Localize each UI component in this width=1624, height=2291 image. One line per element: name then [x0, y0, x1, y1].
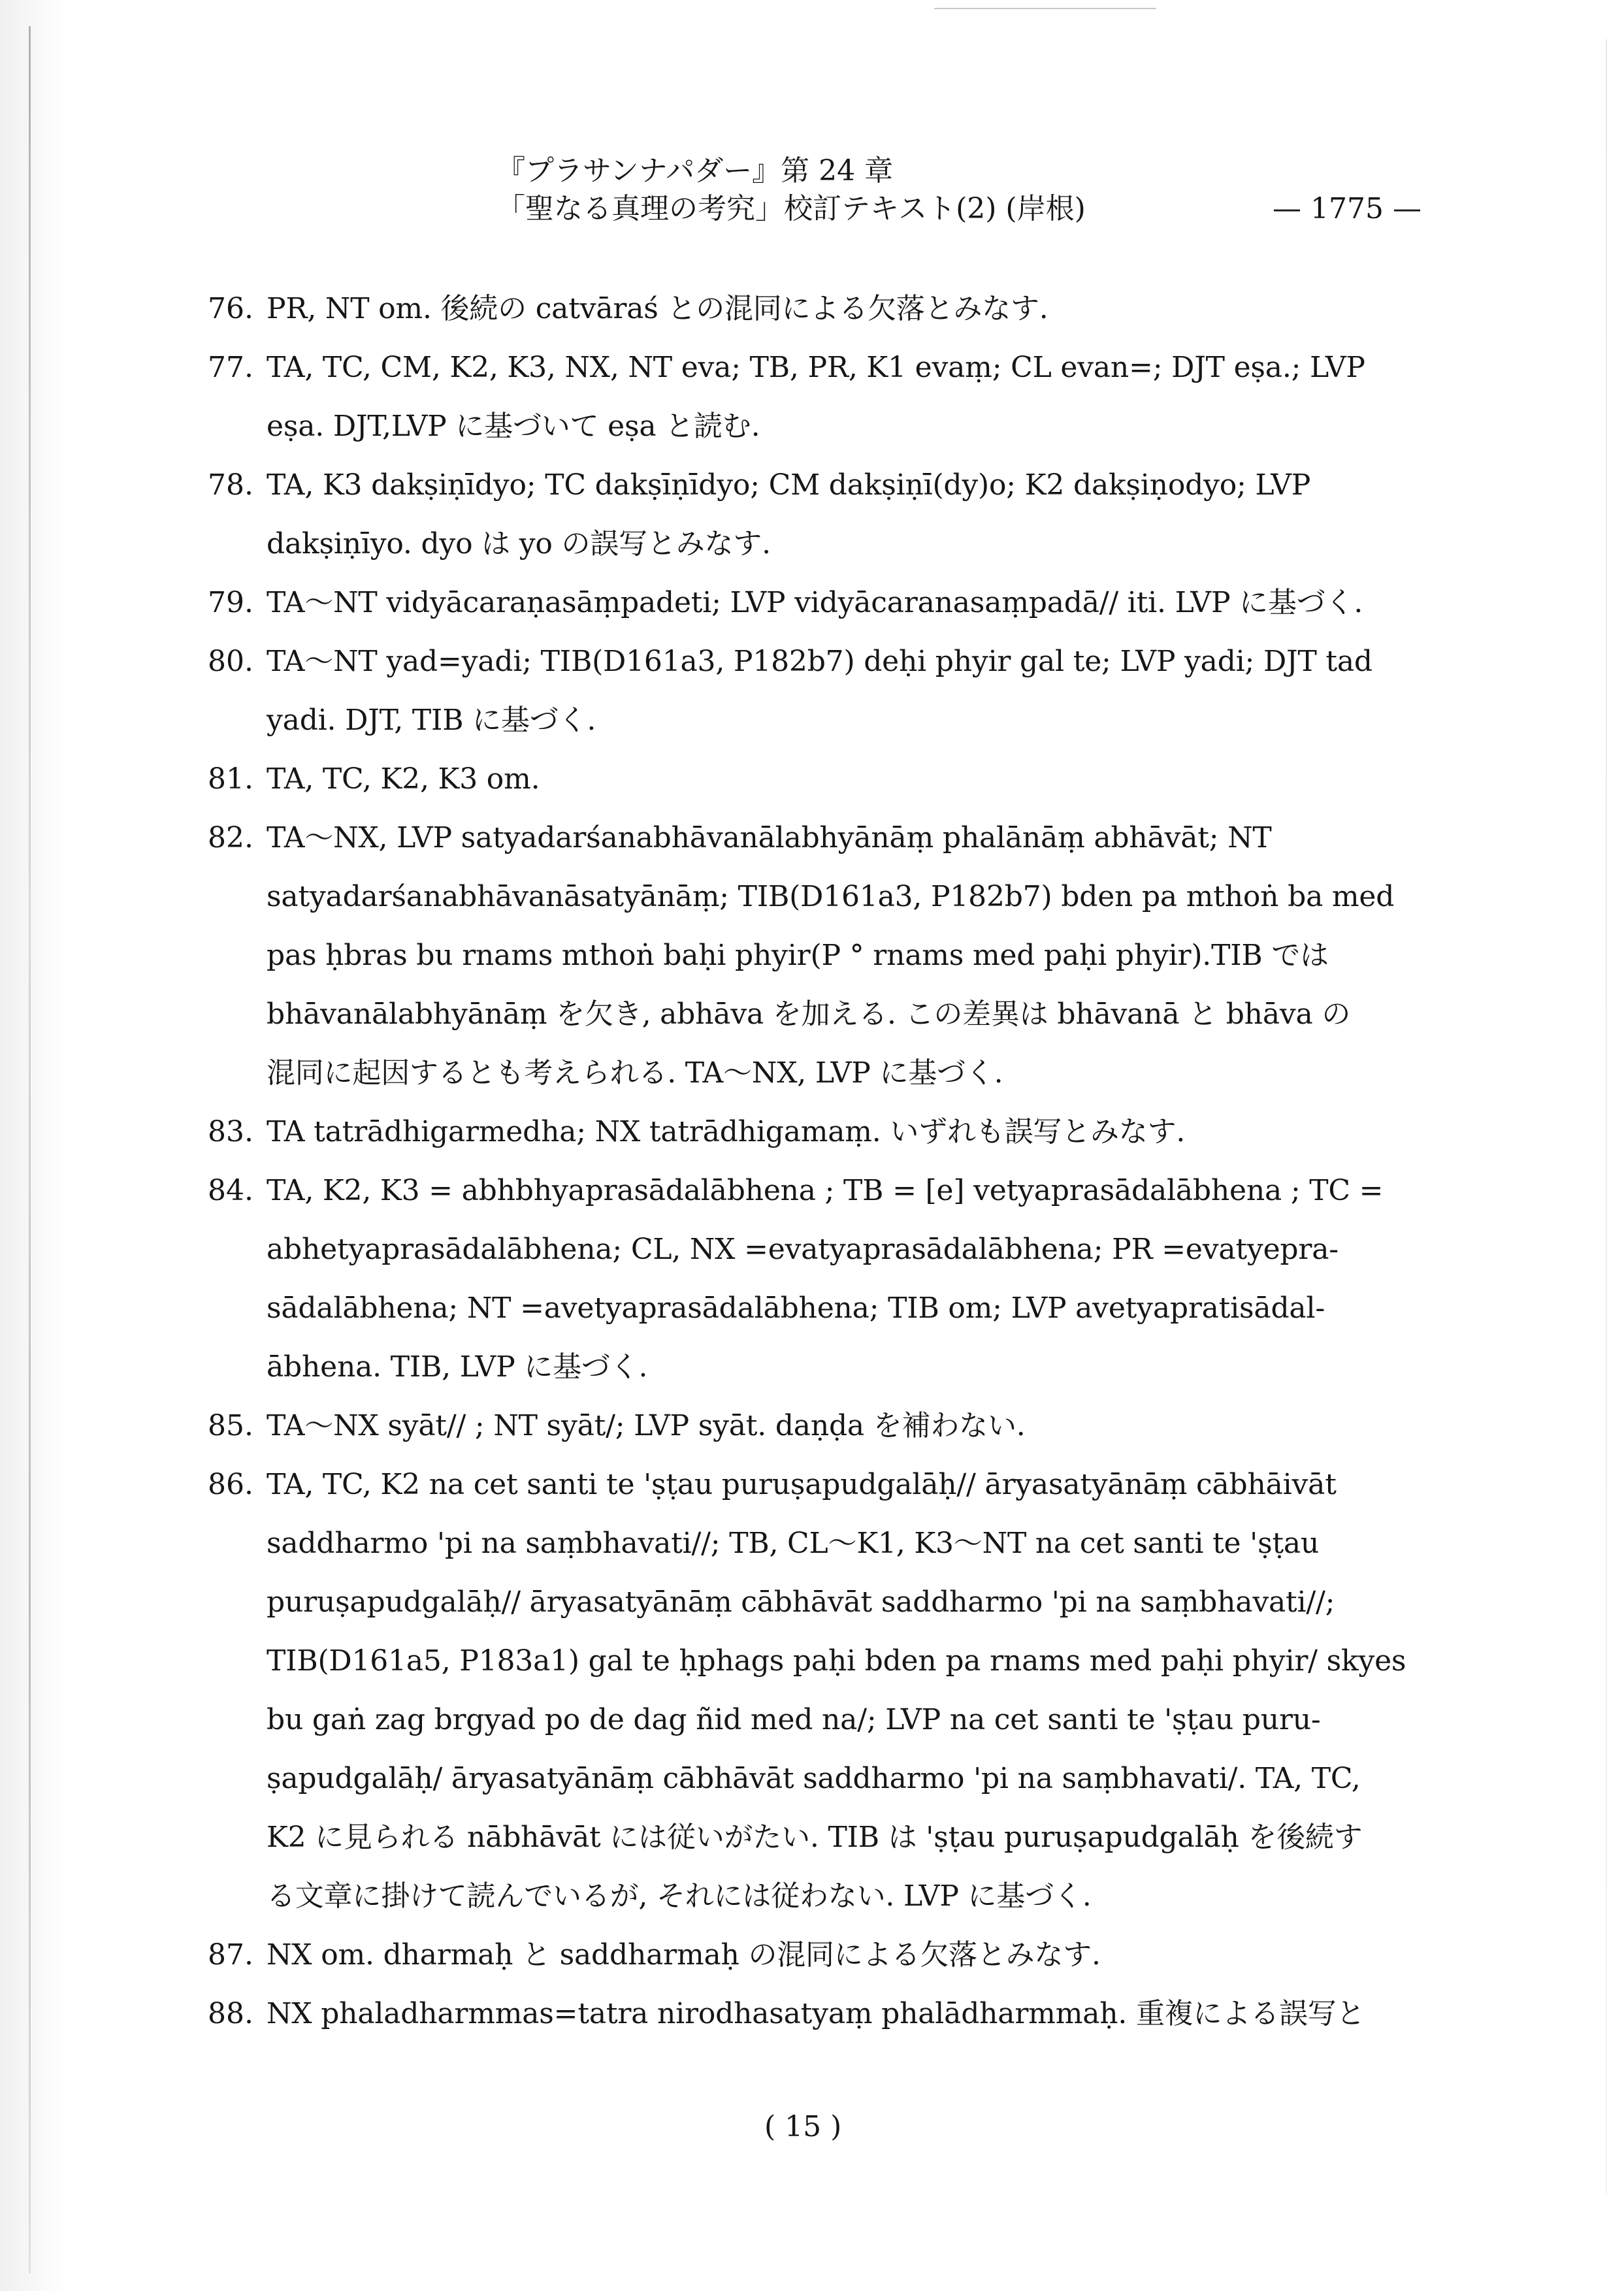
note-line: dakṣiṇīyo. dyo は yo の誤写とみなす.: [267, 527, 771, 561]
note-line: TIB(D161a5, P183a1) gal te ḥphags paḥi bden pa rnams med paḥi phyir/ skyes: [267, 1644, 1406, 1678]
note-line: TA, K3 dakṣiṇīdyo; TC dakṣīṇīdyo; CM dakṣiṇī(dy)o; K2 dakṣiṇodyo; LVP: [267, 468, 1311, 502]
note-number: 82.: [208, 821, 253, 854]
note-line: NX phaladharmmas=tatra nirodhasatyaṃ phalādharmmaḥ. 重複による誤写と: [267, 1997, 1365, 2030]
note-line: abhetyaprasādalābhena; CL, NX =evatyaprasādalābhena; PR =evatyepra-: [267, 1233, 1339, 1266]
note-line: TA～NT vidyācaraṇasāṃpadeti; LVP vidyācaranasaṃpadā// iti. LVP に基づく.: [267, 586, 1363, 619]
note-line: bu gaṅ zag brgyad po de dag ñid med na/; LVP na cet santi te 'ṣṭau puru-: [267, 1703, 1321, 1736]
note-number: 87.: [208, 1938, 253, 1972]
note-line: TA, K2, K3 = abhbhyaprasādalābhena ; TB = [e] vetyaprasādalābhena ; TC =: [267, 1174, 1384, 1207]
note-line: ṣapudgalāḥ/ āryasatyānāṃ cābhāvāt saddharmo 'pi na saṃbhavati/. TA, TC,: [267, 1762, 1361, 1795]
note-number: 88.: [208, 1997, 253, 2030]
note-line: sādalābhena; NT =avetyaprasādalābhena; TIB om; LVP avetyapratisādal-: [267, 1292, 1325, 1325]
note-number: 81.: [208, 762, 253, 796]
note-line: る文章に掛けて読んでいるが, それには従わない. LVP に基づく.: [267, 1879, 1092, 1913]
note-line: ābhena. TIB, LVP に基づく.: [267, 1350, 648, 1384]
note-line: K2 に見られる nābhāvāt には従いがたい. TIB は 'ṣṭau puruṣapudgalāḥ を後続す: [267, 1821, 1363, 1854]
note-line: NX om. dharmaḥ と saddharmaḥ の混同による欠落とみなす.: [267, 1938, 1101, 1972]
note-number: 86.: [208, 1468, 253, 1501]
note-number: 79.: [208, 586, 253, 619]
scan-binding-edge: [29, 26, 31, 2273]
note-line: saddharmo 'pi na saṃbhavati//; TB, CL～K1, K3～NT na cet santi te 'ṣṭau: [267, 1527, 1320, 1560]
note-line: TA～NX syāt// ; NT syāt/; LVP syāt. daṇḍa を補わない.: [267, 1409, 1026, 1442]
running-header-title: 『プラサンナパダー』第 24 章: [496, 154, 894, 187]
note-line: yadi. DJT, TIB に基づく.: [267, 704, 596, 737]
scan-top-rule: [934, 8, 1156, 9]
note-line: bhāvanālabhyānāṃ を欠き, abhāva を加える. この差異は bhāvanā と bhāva の: [267, 998, 1351, 1031]
note-number: 78.: [208, 468, 253, 502]
note-line: puruṣapudgalāḥ// āryasatyānāṃ cābhāvāt saddharmo 'pi na saṃbhavati//;: [267, 1585, 1335, 1619]
note-line: PR, NT om. 後続の catvāraś との混同による欠落とみなす.: [267, 292, 1048, 325]
note-line: TA, TC, K2, K3 om.: [267, 762, 540, 796]
note-number: 84.: [208, 1174, 253, 1207]
note-line: TA, TC, K2 na cet santi te 'ṣṭau puruṣapudgalāḥ// āryasatyānāṃ cābhāivāt: [267, 1468, 1337, 1501]
note-number: 85.: [208, 1409, 253, 1442]
note-line: eṣa. DJT,LVP に基づいて eṣa と読む.: [267, 410, 760, 443]
scan-binding-shadow: [0, 0, 65, 2291]
note-line: 混同に起因するとも考えられる. TA～NX, LVP に基づく.: [267, 1056, 1003, 1090]
scan-right-edge: [1606, 39, 1607, 2195]
note-line: TA～NT yad=yadi; TIB(D161a3, P182b7) deḥi phyir gal te; LVP yadi; DJT tad: [267, 645, 1372, 678]
note-line: pas ḥbras bu rnams mthoṅ baḥi phyir(P ° rnams med paḥi phyir).TIB では: [267, 939, 1329, 972]
note-line: TA～NX, LVP satyadarśanabhāvanālabhyānāṃ phalānāṃ abhāvāt; NT: [267, 821, 1272, 854]
page-number: — 1775 —: [1273, 192, 1421, 225]
note-number: 76.: [208, 292, 253, 325]
note-line: satyadarśanabhāvanāsatyānāṃ; TIB(D161a3, P182b7) bden pa mthoṅ ba med: [267, 880, 1395, 913]
note-line: TA tatrādhigarmedha; NX tatrādhigamaṃ. いずれも誤写とみなす.: [267, 1115, 1186, 1148]
folio-number: ( 15 ): [764, 2110, 842, 2143]
note-number: 83.: [208, 1115, 253, 1148]
note-number: 77.: [208, 351, 253, 384]
note-number: 80.: [208, 645, 253, 678]
note-line: TA, TC, CM, K2, K3, NX, NT eva; TB, PR, K1 evaṃ; CL evan=; DJT eṣa.; LVP: [267, 351, 1365, 384]
running-header-subtitle: 「聖なる真理の考究」校訂テキスト(2) (岸根): [496, 192, 1086, 225]
